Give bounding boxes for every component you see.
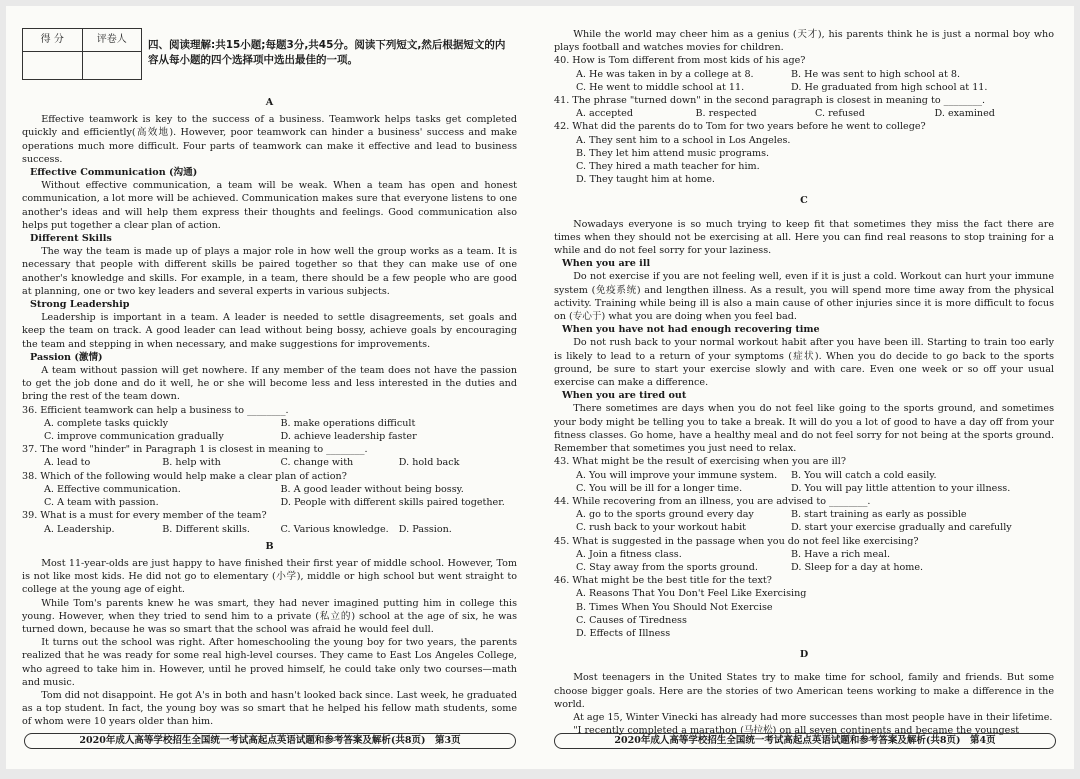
passage-c-heading: When you have not had enough recovering time: [562, 324, 820, 336]
option-a: A. complete tasks quickly: [44, 417, 169, 429]
option-a: A. You will improve your immune system.: [576, 469, 778, 481]
option-d: D. start your exercise gradually and carefully: [791, 522, 1012, 534]
option-c: C. A team with passion.: [44, 497, 159, 509]
passage-b-paragraph: Most 11-year-olds are just happy to have finished their first year of middle school. However, Tom is not like most kids. He did not go to elementary (小学), middle or high school but went straight to college at the young age of eight.: [22, 557, 517, 596]
grader-label: 评卷人: [82, 29, 142, 51]
question-42-options: [554, 134, 1054, 187]
option-c: C. Various knowledge.: [280, 523, 389, 535]
option-b: B. start training as early as possible: [791, 509, 967, 521]
question-40-options: [554, 68, 1054, 94]
option-c: C. improve communication gradually: [44, 431, 224, 443]
option-b: B. Different skills.: [162, 523, 250, 535]
question-45-options: [554, 548, 1054, 574]
passage-d-paragraph: Most teenagers in the United States try to make time for school, family and friends. But some choose bigger goals. Here are the stories of two American teens working to make a difference in the world.: [554, 672, 1054, 710]
question-39-options: [22, 523, 517, 536]
option-d: D. Sleep for a day at home.: [791, 561, 924, 573]
right-page-column: [554, 28, 1054, 737]
option-b: B. A good leader without being bossy.: [280, 483, 464, 495]
option-c: C. Causes of Tiredness: [576, 614, 687, 626]
option-c: C. refused: [815, 108, 865, 120]
option-d: D. You will pay little attention to your illness.: [791, 482, 1011, 494]
question-43-options: [554, 469, 1054, 495]
option-a: A. They sent him to a school in Los Angeles.: [576, 134, 791, 146]
passage-c-heading: When you are tired out: [562, 390, 687, 402]
passage-a-heading: Strong Leadership: [30, 299, 130, 311]
option-d: D. People with different skills paired together.: [280, 497, 505, 509]
question-44-options: [554, 508, 1054, 534]
passage-c-paragraph: Do not rush back to your normal workout habit after you have been ill. Starting to train too early is likely to lead to a return of your symptoms (症状). When you do decide to go back to the sports ground, be sure to start your exercise slowly and with care. Even one week or so off your usual exercise can make a difference.: [554, 337, 1054, 389]
option-d: D. hold back: [398, 457, 460, 469]
question-42: 42. What did the parents do to Tom for two years before he went to college?: [554, 121, 926, 133]
passage-a-paragraph: Leadership is important in a team. A leader is needed to settle disagreements, set goals and keep the team on track. A good leader can lead without being bossy, achieve goals by encouraging the team and stepping in when necessary, and make suggestions for improvements.: [22, 312, 517, 350]
passage-a-heading: Effective Communication (沟通): [30, 167, 198, 179]
option-a: A. Effective communication.: [44, 483, 181, 495]
option-a: A. accepted: [576, 108, 633, 120]
question-36-options: [22, 417, 517, 443]
option-c: C. change with: [280, 457, 354, 469]
option-a: A. Reasons That You Don't Feel Like Exercising: [576, 588, 807, 600]
exam-sheet: [6, 6, 1074, 769]
question-40: 40. How is Tom different from most kids of his age?: [554, 55, 806, 67]
question-38-options: [22, 483, 517, 509]
question-38: 38. Which of the following would help make a clear plan of action?: [22, 470, 347, 482]
option-b: B. Have a rich meal.: [791, 548, 891, 560]
passage-d-paragraph: "I recently completed a marathon (马拉松) on all seven continents and became the youngest: [573, 725, 1020, 737]
passage-c-title: C: [800, 195, 808, 207]
option-d: D. They taught him at home.: [576, 174, 715, 186]
option-a: A. lead to: [44, 457, 91, 469]
option-c: C. They hired a math teacher for him.: [576, 161, 760, 173]
question-46-options: [554, 587, 1054, 640]
option-d: D. Passion.: [398, 523, 452, 535]
passage-b-paragraph: Tom did not disappoint. He got A's in both and hasn't looked back since. Last week, he graduated as a top student. In fact, the young boy was so smart that he helped his fellow math students, some of whom were 10 years older than him.: [22, 689, 517, 728]
passage-a-paragraph: Without effective communication, a team will be weak. When a team has open and honest communication, a lot more will be achieved. Communication makes sure that everyone listens to one another's ideas and will help them express their thoughts and feelings. Good communication also helps put together a clear plan of action.: [22, 180, 517, 231]
passage-b-title: B: [265, 540, 274, 552]
question-37: 37. The word "hinder" in Paragraph 1 is closest in meaning to ________.: [22, 444, 368, 456]
question-45: 45. What is suggested in the passage when you do not feel like exercising?: [554, 535, 919, 547]
option-a: A. Leadership.: [44, 523, 115, 535]
passage-c-heading: When you are ill: [562, 258, 651, 270]
option-d: D. achieve leadership faster: [280, 431, 417, 443]
option-c: C. rush back to your workout habit: [576, 522, 747, 534]
passage-a-title: A: [265, 97, 274, 108]
question-37-options: [22, 456, 517, 469]
question-46: 46. What might be the best title for the text?: [554, 575, 772, 587]
option-a: A. Join a fitness class.: [576, 548, 682, 560]
passage-c-paragraph: There sometimes are days when you do not feel like going to the sports ground, and sometimes your body might be telling you to take a break. It will do you a lot of good to have a day off from your fitness classes. Go home, have a healthy meal and do not feel sorry for not being at the sports ground. Remember that sometimes you just need to relax.: [554, 403, 1054, 455]
question-43: 43. What might be the result of exercising when you are ill?: [554, 456, 846, 468]
question-41: 41. The phrase "turned down" in the second paragraph is closest in meaning to ________.: [554, 95, 986, 107]
passage-c-paragraph: Do not exercise if you are not feeling well, even if it is just a cold. Workout can hurt your immune system (免疫系统) and lengthen illness. As a result, you will spend more time away from the physical activity. Training while being ill is also a main cause of other injuries since it is more difficult to focus on (专心于) what you are doing when you feel bad.: [554, 271, 1054, 323]
passage-a-paragraph: A team without passion will get nowhere. If any member of the team does not have the passion to get the job done and do it well, he or she will become less and less interested in the duties and bring the rest of the team down.: [22, 365, 517, 403]
option-d: D. examined: [934, 108, 995, 120]
section-instructions: 四、阅读理解:共15小题;每题3分,共45分。阅读下列短文,然后根据短文的内容从每小题的四个选择项中选出最佳的一项。: [148, 39, 506, 66]
passage-b-paragraph: While the world may cheer him as a genius (天才), his parents think he is just a normal boy who plays football and watches movies for children.: [554, 29, 1054, 54]
page-footer-left: 2020年成人高等学校招生全国统一考试高起点英语试题和参考答案及解析(共8页) 第3页: [24, 733, 516, 749]
option-b: B. make operations difficult: [280, 417, 416, 429]
passage-a-heading: Passion (激情): [30, 351, 103, 363]
page-footer-right: 2020年成人高等学校招生全国统一考试高起点英语试题和参考答案及解析(共8页) 第4页: [554, 733, 1056, 749]
option-d: D. He graduated from high school at 11.: [791, 81, 988, 93]
passage-a-paragraph: Effective teamwork is key to the success of a business. Teamwork helps tasks get completed quickly and efficiently(高效地). However, poor teamwork can hinder a business' success and make operations much more difficult. Four parts of teamwork can make it effective and lead to business success.: [22, 114, 517, 165]
passage-b-paragraph: While Tom's parents knew he was smart, they had never imagined putting him in college this young. However, when they tried to send him to a private (私立的) school at the age of six, he was turned down, because he was so smart that the school was afraid he would feel dull.: [22, 597, 517, 635]
passage-a-heading: Different Skills: [30, 233, 112, 245]
question-36: 36. Efficient teamwork can help a business to ________.: [22, 404, 289, 416]
passage-c-paragraph: Nowadays everyone is so much trying to keep fit that sometimes they miss the fact there are times when they should not be exercising at all. Here you can find real reasons to stop training for a while and do not feel sorry for your laziness.: [554, 218, 1054, 257]
passage-d-paragraph: At age 15, Winter Vinecki has already had more successes than most people have in their lifetime.: [573, 711, 1053, 723]
score-label: 得 分: [40, 34, 64, 45]
option-b: B. You will catch a cold easily.: [791, 469, 937, 481]
option-d: D. Effects of Illness: [576, 627, 671, 639]
option-b: B. He was sent to high school at 8.: [791, 68, 961, 80]
question-44: 44. While recovering from an illness, you are advised to ________.: [554, 495, 871, 507]
score-box: [22, 28, 142, 80]
option-b: B. Times When You Should Not Exercise: [576, 601, 773, 613]
option-c: C. You will be ill for a longer time.: [576, 482, 743, 494]
passage-b-paragraph: It turns out the school was right. After homeschooling the young boy for two years, the parents realized that he was ready for some real high-level courses. They came to East Los Angeles College, who agreed to take him in. However, until he proved himself, he could take only two courses—math and music.: [22, 637, 517, 688]
option-b: B. respected: [695, 108, 757, 120]
left-page-column: [22, 92, 517, 729]
passage-a-paragraph: The way the team is made up of plays a major role in how well the group works as a team. It is necessary that people with different skills be paired together so that they can make use of one another's knowledge and skills. For example, in a team, there should be a few people who are good at planning, one or two key leaders and several experts in various subjects.: [22, 246, 517, 297]
option-c: C. He went to middle school at 11.: [576, 81, 745, 93]
option-b: B. help with: [162, 457, 221, 469]
option-a: A. He was taken in by a college at 8.: [576, 68, 754, 80]
option-b: B. They let him attend music programs.: [576, 147, 770, 159]
option-c: C. Stay away from the sports ground.: [576, 561, 758, 573]
question-41-options: [554, 107, 1054, 120]
question-39: 39. What is a must for every member of the team?: [22, 510, 267, 522]
option-a: A. go to the sports ground every day: [576, 509, 754, 521]
passage-d-title: D: [799, 649, 809, 661]
